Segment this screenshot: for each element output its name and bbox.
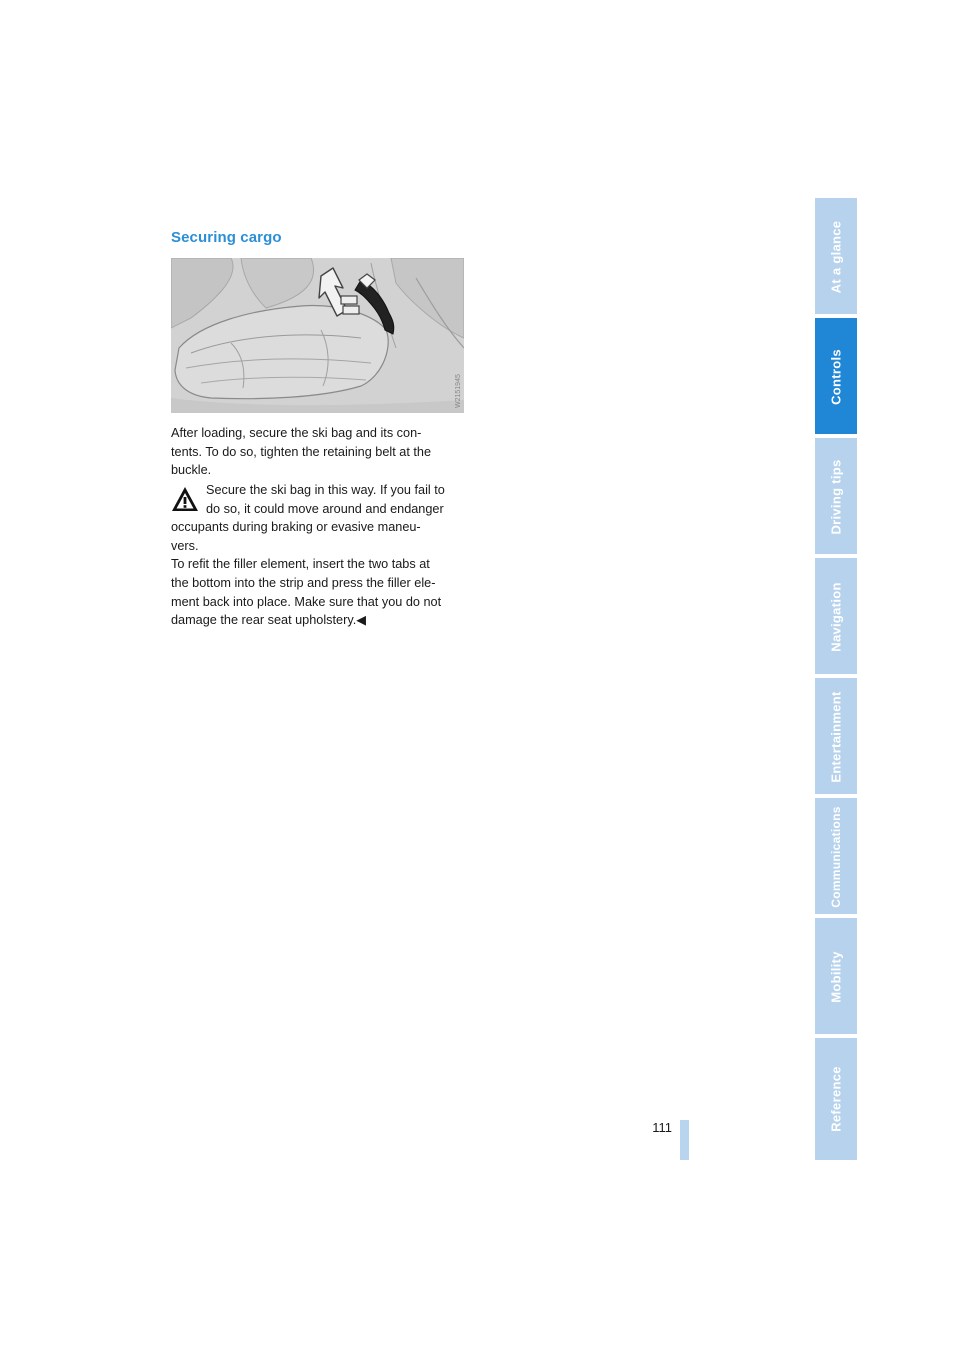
tab-label: Reference <box>828 1066 844 1132</box>
end-mark-icon: ◀ <box>356 613 367 628</box>
warning-line: occupants during braking or evasive maneu- <box>171 520 421 535</box>
warning-triangle-icon <box>171 486 199 512</box>
warning-line: ment back into place. Make sure that you do not <box>171 594 442 609</box>
paragraph-line: After loading, secure the ski bag and its con- <box>171 426 422 440</box>
tab-driving-tips[interactable] <box>815 438 857 556</box>
tab-label: Driving tips <box>828 459 844 535</box>
paragraph-after-loading <box>171 424 467 480</box>
ski-bag-illustration <box>171 258 464 413</box>
ski-bag-drawing <box>171 258 464 413</box>
tab-controls[interactable] <box>815 318 857 436</box>
tab-reference[interactable] <box>815 1038 857 1160</box>
tab-label: Communications <box>829 806 843 908</box>
tab-mobility[interactable] <box>815 918 857 1036</box>
page-number: 111 <box>652 1120 672 1135</box>
page-number-bar <box>680 1120 689 1160</box>
warning-line: vers. <box>171 538 199 553</box>
tab-communications[interactable] <box>815 798 857 916</box>
warning-last-line <box>136 611 366 630</box>
warning-note <box>171 481 467 630</box>
warning-line: Secure the ski bag in this way. If you fail to <box>206 483 445 497</box>
warning-line: damage the rear seat upholstery. <box>171 613 357 628</box>
section-heading: Securing cargo <box>171 229 282 246</box>
tab-label: Mobility <box>828 951 844 1003</box>
tab-label: Entertainment <box>828 691 844 783</box>
tab-label: At a glance <box>828 220 844 294</box>
warning-text <box>171 481 467 630</box>
paragraph-line: tents. To do so, tighten the retaining belt at the <box>171 444 432 459</box>
figure-code: W2151945 <box>455 374 462 408</box>
tab-at-a-glance[interactable] <box>815 198 857 316</box>
tab-entertainment[interactable] <box>815 678 857 796</box>
tab-navigation[interactable] <box>815 558 857 676</box>
warning-line: To refit the filler element, insert the two tabs at <box>171 557 430 572</box>
warning-line: do so, it could move around and endanger <box>206 501 444 516</box>
chapter-tabs <box>815 198 857 1160</box>
paragraph-line: buckle. <box>171 463 212 478</box>
tab-label: Navigation <box>828 582 844 652</box>
warning-line: the bottom into the strip and press the filler ele- <box>171 575 436 590</box>
tab-label: Controls <box>828 349 844 405</box>
